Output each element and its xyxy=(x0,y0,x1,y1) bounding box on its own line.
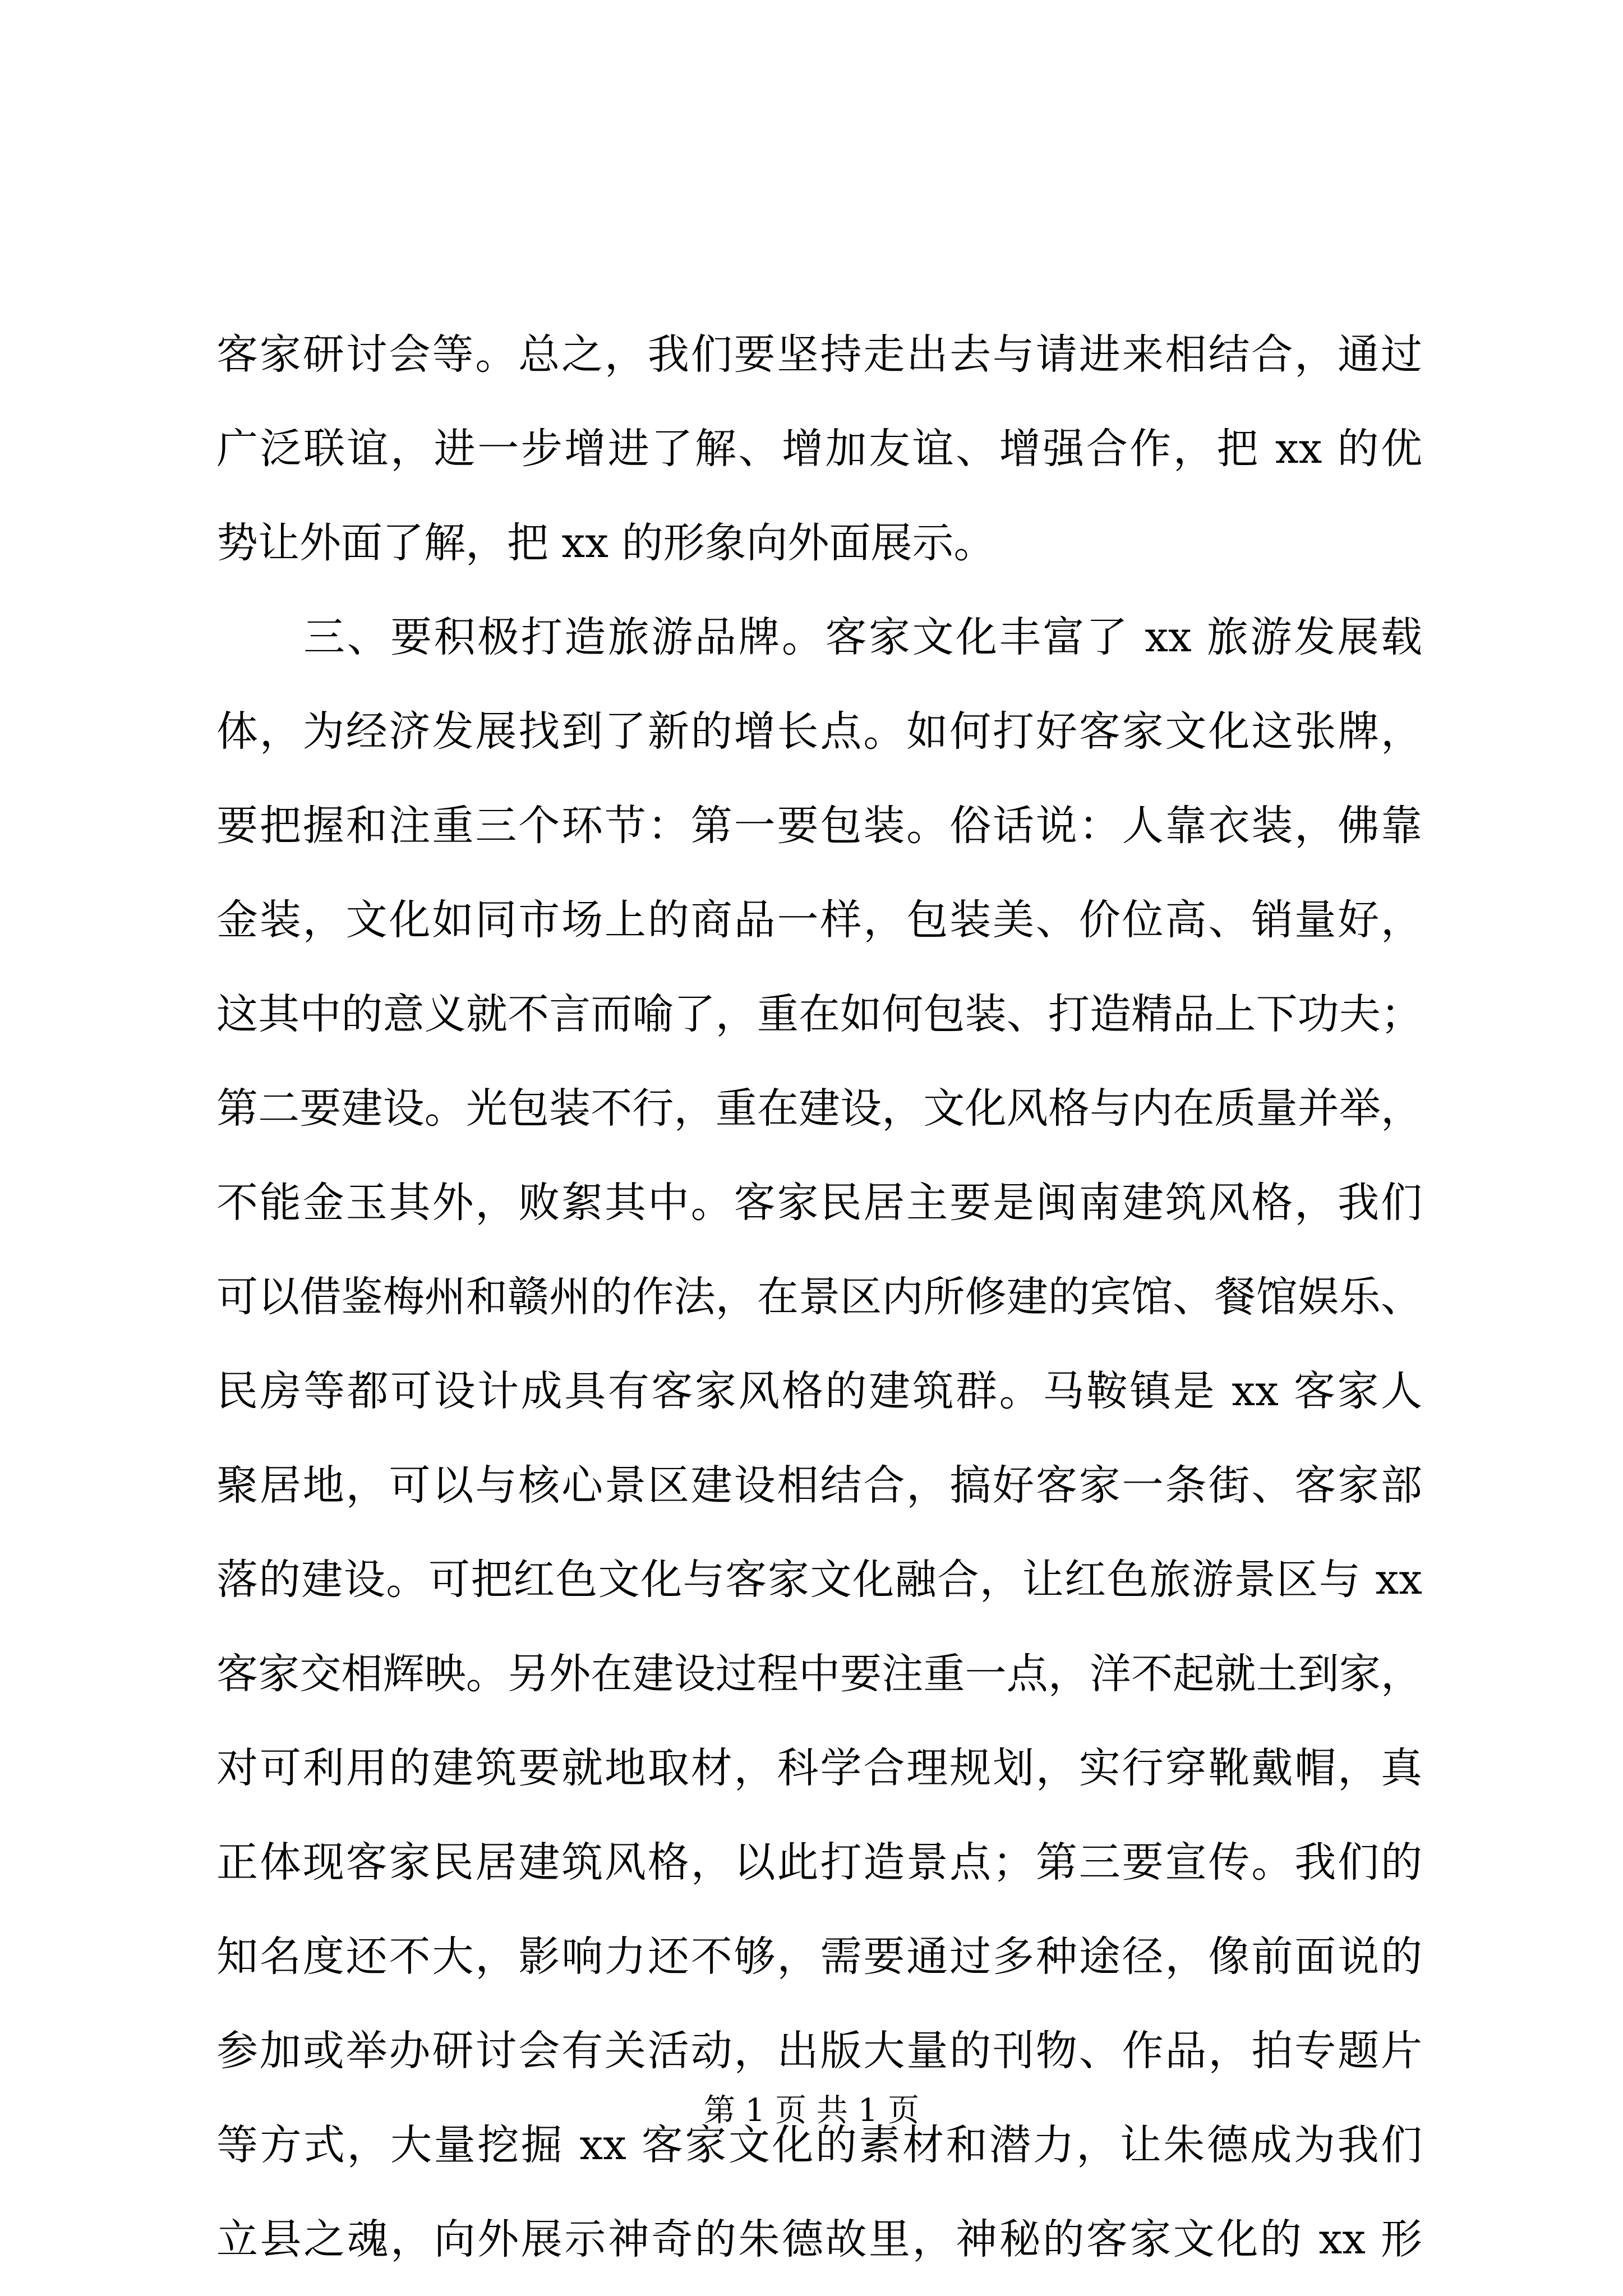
text-line: 等方式，大量挖掘 xx 客家文化的素材和潜力，让朱德成为我们 xyxy=(216,2121,1422,2169)
text-line: 知名度还不大，影响力还不够，需要通过多种途径，像前面说的 xyxy=(216,1932,1422,1981)
text-line: 势让外面了解，把 xx 的形象向外面展示。 xyxy=(216,519,995,567)
text-line: 广泛联谊，进一步增进了解、增加友谊、增强合作，把 xx 的优 xyxy=(216,425,1422,473)
text-line: 正体现客家民居建筑风格，以此打造景点；第三要宣传。我们的 xyxy=(216,1838,1422,1887)
text-line: 落的建设。可把红色文化与客家文化融合，让红色旅游景区与 xx xyxy=(216,1556,1422,1604)
text-line: 客家研讨会等。总之，我们要坚持走出去与请进来相结合，通过 xyxy=(216,330,1422,379)
text-line: 参加或举办研讨会有关活动，出版大量的刊物、作品，拍专题片 xyxy=(216,2027,1422,2075)
page-number-footer: 第 1 页 共 1 页 xyxy=(703,2092,920,2129)
text-line: 体，为经济发展找到了新的增长点。如何打好客家文化这张牌， xyxy=(216,707,1422,756)
text-line: 对可利用的建筑要就地取材，科学合理规划，实行穿靴戴帽，真 xyxy=(216,1744,1422,1792)
text-line: 民房等都可设计成具有客家风格的建筑群。马鞍镇是 xx 客家人 xyxy=(216,1367,1422,1415)
text-line: 三、要积极打造旅游品牌。客家文化丰富了 xx 旅游发展载 xyxy=(216,613,1422,661)
text-line: 客家交相辉映。另外在建设过程中要注重一点，洋不起就土到家， xyxy=(216,1650,1422,1698)
text-line: 这其中的意义就不言而喻了，重在如何包装、打造精品上下功夫； xyxy=(216,990,1422,1038)
text-line: 立县之魂，向外展示神奇的朱德故里，神秘的客家文化的 xx 形 xyxy=(216,2215,1422,2263)
text-line: 要把握和注重三个环节：第一要包装。俗话说：人靠衣装，佛靠 xyxy=(216,802,1422,850)
body-text xyxy=(216,307,1422,2286)
text-line: 不能金玉其外，败絮其中。客家民居主要是闽南建筑风格，我们 xyxy=(216,1179,1422,1227)
text-line: 聚居地，可以与核心景区建设相结合，搞好客家一条街、客家部 xyxy=(216,1461,1422,1510)
text-line: 可以借鉴梅州和赣州的作法，在景区内所修建的宾馆、餐馆娱乐、 xyxy=(216,1273,1422,1321)
text-line: 金装，文化如同市场上的商品一样，包装美、价位高、销量好， xyxy=(216,896,1422,944)
text-line: 第二要建设。光包装不行，重在建设，文化风格与内在质量并举， xyxy=(216,1084,1422,1133)
